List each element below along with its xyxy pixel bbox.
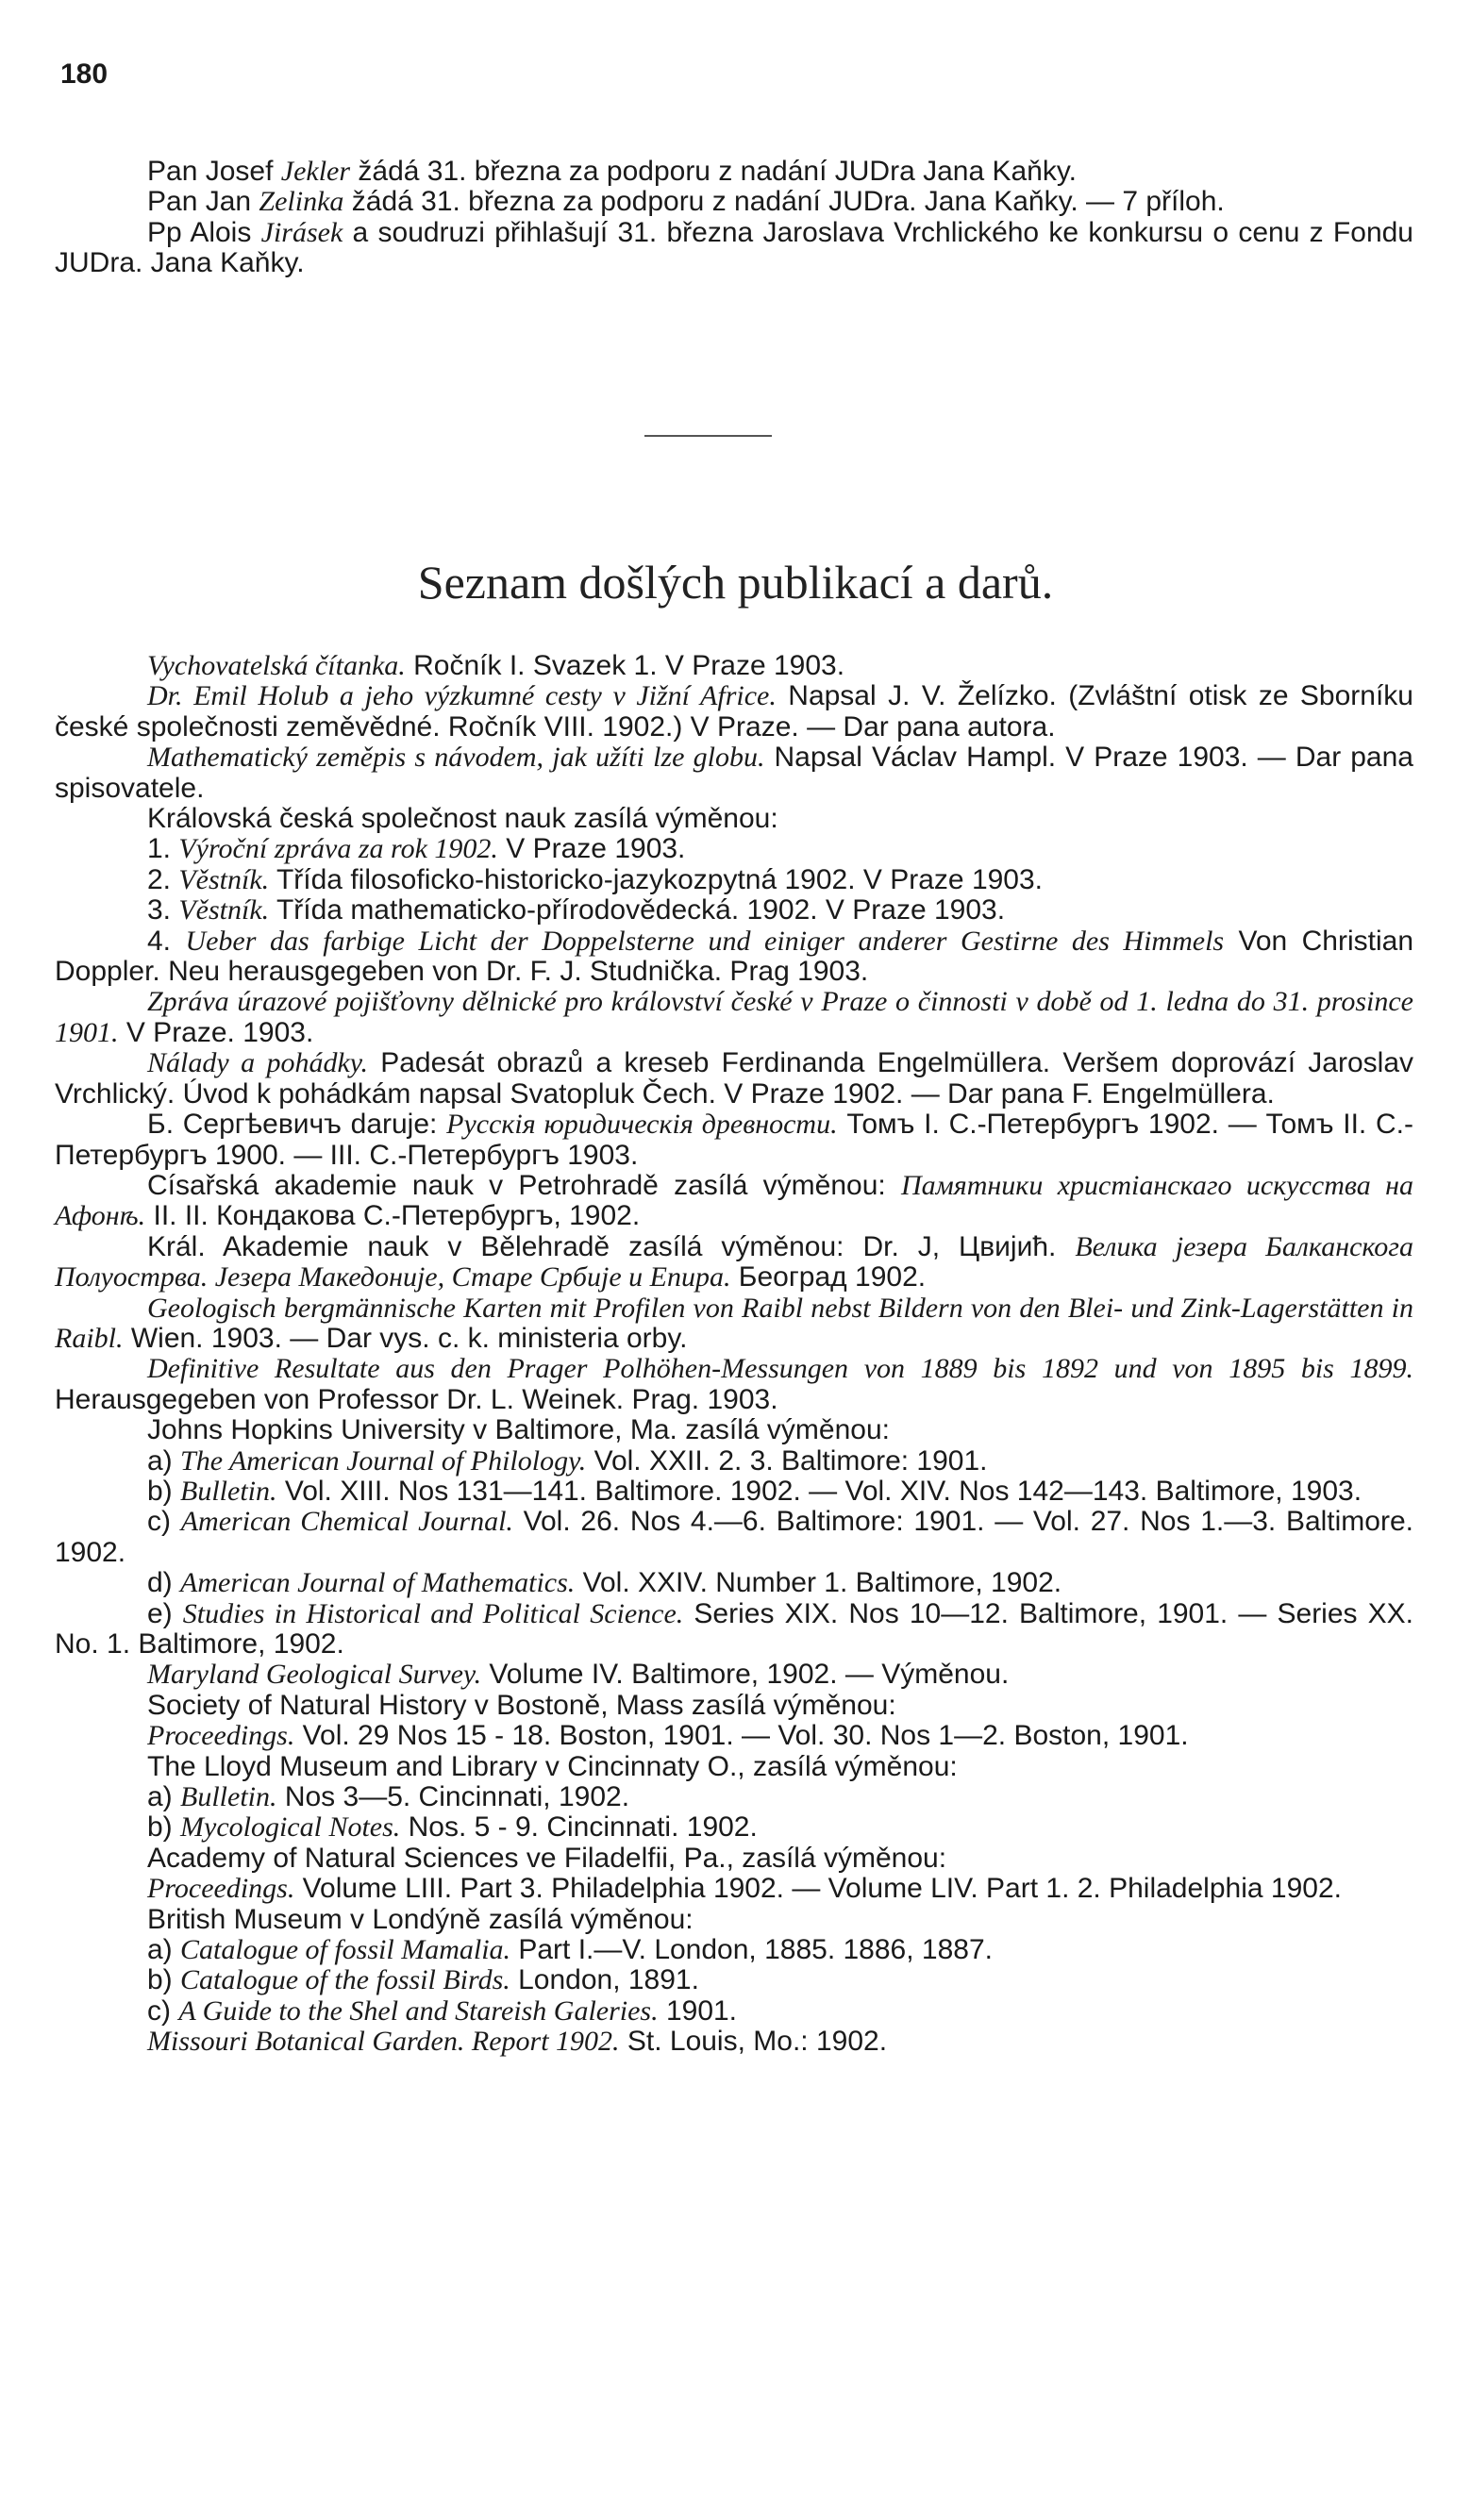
publication-entry: e) Studies in Historical and Political Science. Series XIX. Nos 10—12. Baltimore, 1901. — Series XX. No. 1. Baltimore, 1902. <box>55 1597 1414 1660</box>
publication-entry: Society of Natural History v Bostoně, Mass zasílá výměnou: <box>147 1689 896 1721</box>
publication-entry: b) Mycological Notes. Nos. 5 - 9. Cincinnati. 1902. <box>147 1811 758 1844</box>
publication-entry: Geologisch bergmännische Karten mit Profilen von Raibl nebst Bildern von den Blei- und Zink-Lagerstätten in Raibl. Wien. 1903. — Dar vys. c. k. ministeria orby. <box>55 1292 1413 1354</box>
intro-paragraphs <box>55 157 1413 279</box>
intro-paragraph: Pp Alois Jirásek a soudruzi přihlašují 31. března Jaroslava Vrchlického ke konkursu o cenu z Fondu JUDra. Jana Kaňky. <box>55 216 1413 279</box>
publication-entry: a) Bulletin. Nos 3—5. Cincinnati, 1902. <box>147 1781 630 1813</box>
publication-entry: Missouri Botanical Garden. Report 1902. St. Louis, Mo.: 1902. <box>147 2026 888 2058</box>
publication-entry: a) Catalogue of fossil Mamalia. Part I.—V. London, 1885. 1886, 1887. <box>147 1934 993 1966</box>
publication-entry: Král. Akademie nauk v Bělehradě zasílá výměnou: Dr. J, Цвиjић. Велика језера Балканскога Полуострва. Језера Македоније, Старе Србије и Епира. Београд 1902. <box>55 1230 1413 1293</box>
publication-entry: Královská česká společnost nauk zasílá výměnou: <box>147 803 778 835</box>
publication-entry: a) The American Journal of Philology. Vol. XXII. 2. 3. Baltimore: 1901. <box>147 1444 988 1477</box>
intro-paragraph: Pan Jan Zelinka žádá 31. března za podporu z nadání JUDra. Jana Kaňky. — 7 příloh. <box>147 186 1225 218</box>
publication-entry: Academy of Natural Sciences ve Filadelfii, Pa., zasílá výměnou: <box>147 1842 947 1874</box>
publication-entry: 1. Výroční zpráva za rok 1902. V Praze 1903. <box>147 833 686 865</box>
publication-entry: Johns Hopkins University v Baltimore, Ma. zasílá výměnou: <box>147 1414 890 1446</box>
page-number: 180 <box>60 58 109 90</box>
publication-entry: Б. Сергѣевичъ daruje: Русскія юридическія древности. Томъ I. С.-Петербургъ 1902. — Томъ II. С.-Петербургъ 1900. — III. С.-Петербургъ 1903. <box>55 1109 1413 1171</box>
publication-entry: The Lloyd Museum and Library v Cincinnaty O., zasílá výměnou: <box>147 1750 958 1782</box>
publication-entry: 3. Věstník. Třída mathematicko-přírodovědecká. 1902. V Praze 1903. <box>147 894 1006 926</box>
publication-entry: Zpráva úrazové pojišťovny dělnické pro království české v Praze o činnosti v době od 1. ledna do 31. prosince 1901. V Praze. 1903. <box>55 986 1413 1048</box>
publication-entry: b) Bulletin. Vol. XIII. Nos 131—141. Baltimore. 1902. — Vol. XIV. Nos 142—143. Baltimore, 1903. <box>147 1475 1362 1507</box>
publication-entry: Císařská akademie nauk v Petrohradě zasílá výměnou: Памятники христіанскаго искусства на Афонѣ. II. II. Кондакова С.-Петербургъ, 1902. <box>55 1169 1413 1232</box>
publication-entry: Vychovatelská čítanka. Ročník I. Svazek 1. V Praze 1903. <box>147 650 845 681</box>
intro-paragraph: Pan Josef Jekler žádá 31. března za podporu z nadání JUDra Jana Kaňky. <box>147 156 1077 187</box>
publication-list <box>55 651 1413 2058</box>
section-divider <box>644 435 772 437</box>
publication-entry: 4. Ueber das farbige Licht der Doppelsterne und einiger anderer Gestirne des Himmels Von Christian Doppler. Neu herausgegeben von Dr. F. J. Studnička. Prag 1903. <box>55 925 1413 988</box>
publication-entry: Dr. Emil Holub a jeho výzkumné cesty v Jižní Africe. Napsal J. V. Želízko. (Zvláštní otisk ze Sborníku české společnosti zeměvědné. Ročník VIII. 1902.) V Praze. — Dar pana autora. <box>55 680 1413 743</box>
publication-entry: Maryland Geological Survey. Volume IV. Baltimore, 1902. — Výměnou. <box>147 1659 1010 1691</box>
publication-entry: c) A Guide to the Shel and Stareish Galeries. 1901. <box>147 1994 738 2027</box>
publication-entry: Proceedings. Vol. 29 Nos 15 - 18. Boston, 1901. — Vol. 30. Nos 1—2. Boston, 1901. <box>147 1720 1189 1752</box>
publication-entry: 2. Věstník. Třída filosoficko-historicko-jazykozpytná 1902. V Praze 1903. <box>147 863 1044 895</box>
publication-entry: Nálady a pohádky. Padesát obrazů a kreseb Ferdinanda Engelmüllera. Veršem doprovází Jaroslav Vrchlický. Úvod k pohádkám napsal Svatopluk Čech. V Praze 1902. — Dar pana F. Engelmüllera. <box>55 1047 1413 1110</box>
publication-entry: c) American Chemical Journal. Vol. 26. Nos 4.—6. Baltimore: 1901. — Vol. 27. Nos 1.—3. Baltimore. 1902. <box>55 1506 1413 1568</box>
publication-entry: b) Catalogue of the fossil Birds. London, 1891. <box>147 1964 699 1996</box>
publication-entry: Proceedings. Volume LIII. Part 3. Philadelphia 1902. — Volume LIV. Part 1. 2. Philadelphia 1902. <box>147 1873 1342 1905</box>
publication-entry: Mathematický zeměpis s návodem, jak užíti lze globu. Napsal Václav Hampl. V Praze 1903. — Dar pana spisovatele. <box>55 742 1413 804</box>
publication-entry: Definitive Resultate aus den Prager Polhöhen-Messungen von 1889 bis 1892 und von 1895 bis 1899. Herausgegeben von Professor Dr. L. Weinek. Prag. 1903. <box>55 1353 1413 1415</box>
section-heading: Seznam došlých publikací a darů. <box>417 556 1054 609</box>
publication-entry: d) American Journal of Mathematics. Vol. XXIV. Number 1. Baltimore, 1902. <box>147 1567 1062 1599</box>
publication-entry: British Museum v Londýně zasílá výměnou: <box>147 1903 694 1935</box>
